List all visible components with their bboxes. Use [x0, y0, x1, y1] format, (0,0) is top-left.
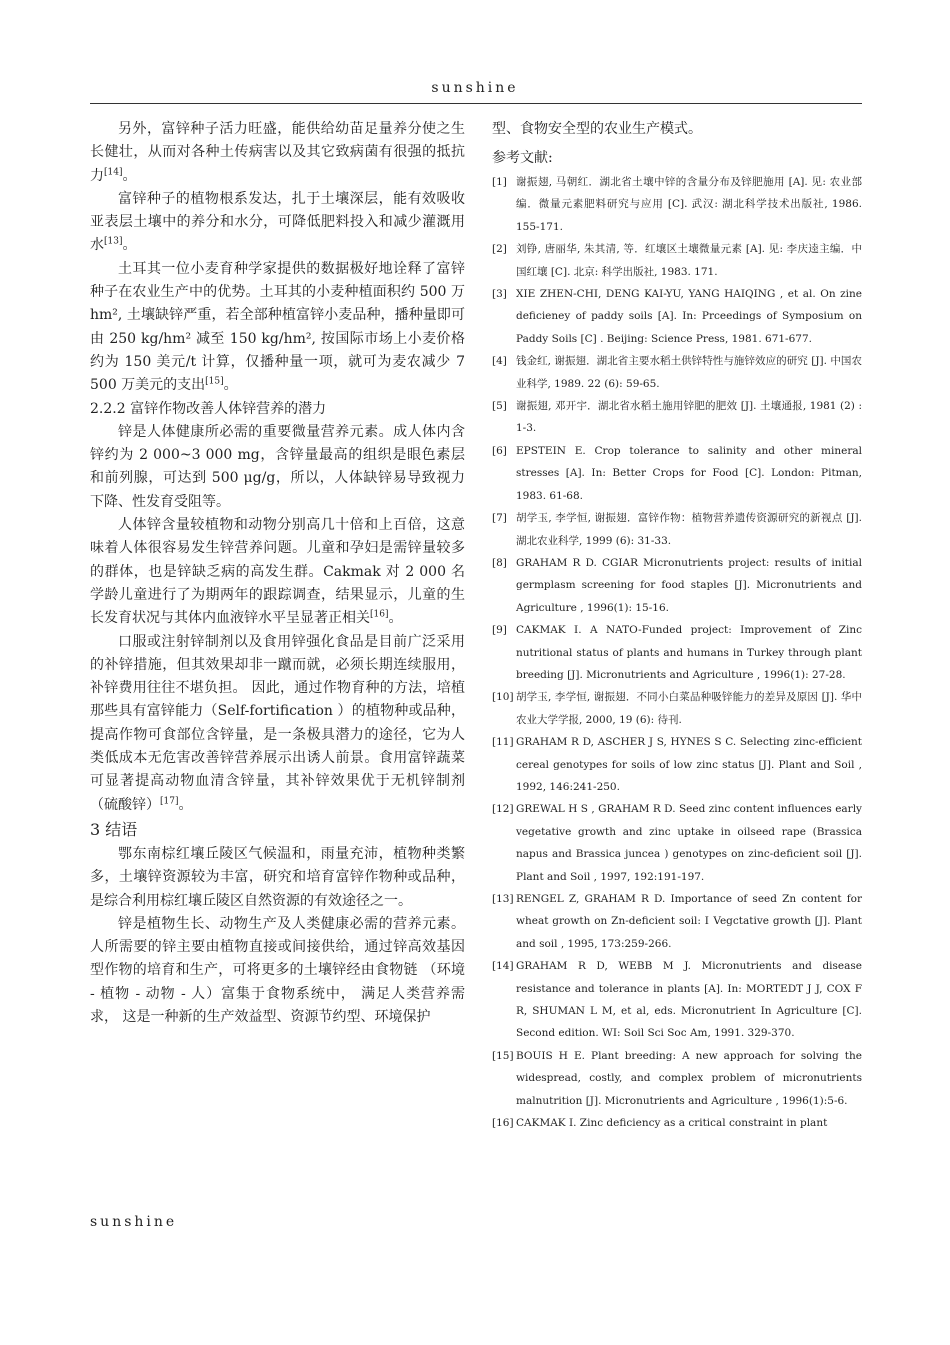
- citation: [15]: [205, 376, 224, 387]
- reference-item: [1] 谢振翅, 马朝红．湖北省土壤中锌的含量分布及锌肥施用 [A]. 见: 农业部编．微量元素肥料研究与应用 [C]. 武汉: 湖北科学技术出版社, 1986. 155-171.: [492, 176, 862, 233]
- citation: [14]: [104, 166, 123, 177]
- reference-item: [11] GRAHAM R D, ASCHER J S, HYNES S C. Selecting zinc-efficient cereal genotypes for soils of low zinc status [J]. Plant and Soil , 1992, 146:241-250.: [492, 736, 862, 793]
- paragraph: 锌是人体健康所必需的重要微量营养元素。成人体内含锌约为 2 000~3 000 mg，含锌量最高的组织是眼色素层和前列腺，可达到 500 μg/g，所以，人体缺锌易导致视力下降、性发育受阻等。: [90, 423, 465, 510]
- reference-item: [16] CAKMAK I. Zinc deficiency as a critical constraint in plant: [492, 1117, 828, 1130]
- page-header: sunshine: [431, 80, 519, 96]
- citation: [16]: [370, 609, 389, 620]
- reference-item: [13] RENGEL Z, GRAHAM R D. Importance of seed Zn content for wheat growth on Zn-deficient soil: Ⅰ Vegctative growth [J]. Plant and soil , 1995, 173:259-266.: [492, 893, 862, 950]
- paragraph: 锌是植物生长、动物生产及人类健康必需的营养元素。人所需要的锌主要由植物直接或间接供给，通过锌高效基因型作物的培育和生产，可将更多的土壤锌经由食物链 （环境 - 植物 - 动物 - 人）富集于食物系统中， 满足人类营养需求， 这是一种新的生产效益型、资源节约型、环境保护: [90, 915, 465, 1025]
- right-column: [492, 118, 862, 1134]
- section-heading-3: 3 结语: [90, 819, 138, 839]
- citation: [17]: [160, 795, 179, 806]
- paragraph: 口服或注射锌制剂以及食用锌强化食品是目前广泛采用的补锌措施，但其效果却非一蹴而就，必须长期连续服用， 补锌费用往往不堪负担。 因此，通过作物育种的方法，培植那些具有富锌能力（Self-fortification ）的植物种或品种，提高作物可食部位含锌量，是一条极具潜力的途径，它为人类低成本无危害改善锌营养展示出诱人前景。食用富锌蔬菜可显著提高动物血清含锌量，其补锌效果优于无机锌制剂（硫酸锌）[17]。: [90, 633, 465, 813]
- reference-item: [4] 钱金红, 谢振翅．湖北省主要水稻土供锌特性与施锌效应的研究 [J]. 中国农业科学, 1989. 22 (6): 59-65.: [492, 355, 862, 390]
- reference-item: [3] XIE ZHEN-CHI, DENG KAI-YU, YANG HAIQING , et al. On zine deficieney of paddy soils [A]. In: Prceedings of Symposium on Paddy Soils [C] . Beijing: Science Press, 1981. 671-677.: [492, 288, 862, 345]
- reference-item: [7] 胡学玉, 李学恒, 谢振翅．富锌作物：植物营养遗传资源研究的新视点 [J]. 湖北农业科学, 1999 (6): 31-33.: [492, 512, 862, 547]
- reference-item: [14] GRAHAM R D, WEBB M J. Micronutrients and disease resistance and tolerance in plants [A]. In: MORTEDT J J, COX F R, SHUMAN L M, et al, eds. Micronutrient In Agriculture [C]. Second edition. WI: Soil Sci Soc Am, 1991. 329-370.: [492, 960, 862, 1040]
- reference-item: [5] 谢振翅, 邓开宇．湖北省水稻土施用锌肥的肥效 [J]. 土壤通报, 1981 (2) : 1-3.: [492, 400, 862, 435]
- paragraph: 富锌种子的植物根系发达，扎于土壤深层，能有效吸收亚表层土壤中的养分和水分，可降低肥料投入和减少灌溉用水[13]。: [90, 190, 465, 254]
- reference-item: [9] CAKMAK I. A NATO-Funded project: Improvement of Zinc nutritional status of plants and humans in Turkey through plant breeding [J]. Micronutrients and Agriculture , 1996(1): 27-28.: [492, 624, 862, 681]
- reference-item: [12] GREWAL H S , GRAHAM R D. Seed zinc content influences early vegetative growth and zinc uptake in oilseed rape (Brassica napus and Brassica juncea ) genotypes on zinc-deficient soil [J]. Plant and Soil , 1997, 192:191-197.: [492, 803, 862, 883]
- reference-item: [10] 胡学玉, 李学恒, 谢振翅．不同小白菜品种吸锌能力的差异及原因 [J]. 华中农业大学学报, 2000, 19 (6): 待刊.: [492, 691, 862, 726]
- reference-item: [15] BOUIS H E. Plant breeding: A new approach for solving the widespread, costly, and complex problem of micronutrients malnutrition [J]. Micronutrients and Agriculture , 1996(1):5-6.: [492, 1049, 862, 1107]
- paragraph: 土耳其一位小麦育种学家提供的数据极好地诠释了富锌种子在农业生产中的优势。土耳其的小麦种植面积约 500 万 hm², 土壤缺锌严重，若全部种植富锌小麦品种，播种量即可由 250 kg/hm² 减至 150 kg/hm², 按国际市场上小麦价格约为 150 美元/t 计算，仅播种量一项，就可为麦农减少 7 500 万美元的支出[15]。: [90, 260, 465, 394]
- reference-list: [492, 171, 862, 1134]
- page-footer: sunshine: [90, 1214, 178, 1230]
- references-heading: 参考文献:: [492, 150, 553, 166]
- header-rule: [90, 103, 862, 104]
- paragraph: 另外，富锌种子活力旺盛，能供给幼苗足量养分使之生长健壮，从而对各种土传病害以及其它致病菌有很强的抵抗力[14]。: [90, 121, 465, 184]
- reference-item: [6] EPSTEIN E. Crop tolerance to salinity and other mineral stresses [A]. In: Better Crops for Food [C]. London: Pitman, 1983. 61-68.: [492, 444, 862, 502]
- reference-item: [8] GRAHAM R D. CGIAR Micronutrients project: results of initial germplasm screening for food staples [J]. Micronutrients and Agriculture , 1996(1): 15-16.: [492, 556, 862, 614]
- citation: [13]: [104, 236, 123, 247]
- left-column: [90, 118, 465, 1029]
- paragraph: 鄂东南棕红壤丘陵区气候温和，雨量充沛，植物种类繁多，土壤锌资源较为丰富，研究和培育富锌作物种或品种，是综合利用棕红壤丘陵区自然资源的有效途径之一。: [90, 845, 465, 909]
- paragraph: 人体锌含量较植物和动物分别高几十倍和上百倍，这意味着人体很容易发生锌营养问题。儿童和孕妇是需锌量较多的群体，也是锌缺乏病的高发生群。Cakmak 对 2 000 名学龄儿童进行了为期两年的跟踪调查，结果显示，儿童的生长发育状况与其体内血液锌水平呈显著正相关[16]。: [90, 517, 465, 627]
- paragraph-continuation: 型、食物安全型的农业生产模式。: [492, 121, 702, 137]
- reference-item: [2] 刘铮, 唐丽华, 朱其清, 等．红壤区土壤微量元素 [A]. 见: 李庆逵主编．中国红壤 [C]. 北京: 科学出版社, 1983. 171.: [492, 243, 862, 278]
- section-heading-2-2-2: 2.2.2 富锌作物改善人体锌营养的潜力: [90, 400, 327, 417]
